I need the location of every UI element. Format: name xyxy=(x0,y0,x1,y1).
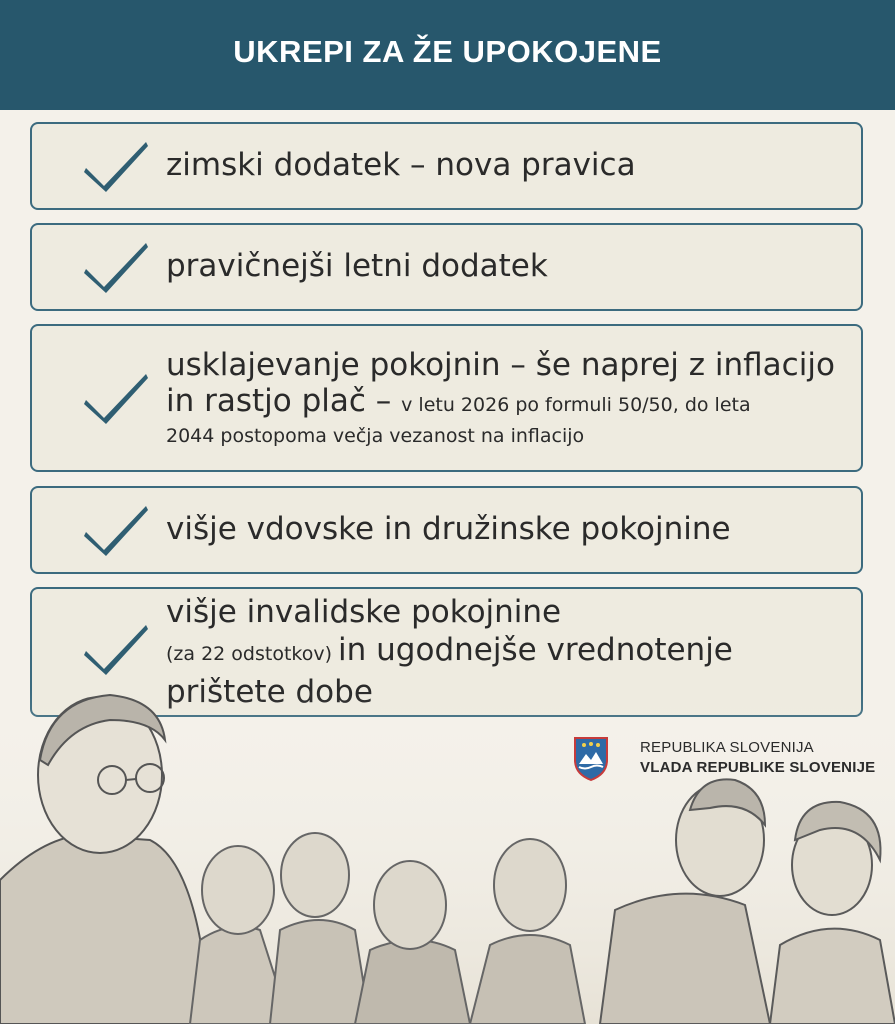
checkmark-icon xyxy=(82,239,150,295)
measure-label: višje vdovske in družinske pokojnine xyxy=(166,511,731,547)
header-banner xyxy=(0,0,895,110)
measure-card-2 xyxy=(30,223,863,311)
measure-label: pravičnejši letni dodatek xyxy=(166,248,548,284)
measure-card-1 xyxy=(30,122,863,210)
measure-line-detail: (za 22 odstotkov) xyxy=(166,643,339,665)
checkmark-icon xyxy=(82,621,150,677)
measure-text xyxy=(166,247,851,285)
checkmark-icon xyxy=(82,502,150,558)
page-title: UKREPI ZA ŽE UPOKOJENE xyxy=(233,34,662,69)
government-signature xyxy=(640,738,875,778)
checkmark-icon xyxy=(82,138,150,194)
measure-line: višje invalidske pokojnine xyxy=(166,594,562,630)
measure-line-detail: 2044 postopoma večja vezanost na inflacijo xyxy=(166,425,585,447)
measure-line: usklajevanje pokojnin – še naprej z inflacijo xyxy=(166,347,835,383)
measure-card-4 xyxy=(30,486,863,574)
measure-text xyxy=(166,146,851,184)
measure-text xyxy=(166,346,851,450)
measure-line-main: in ugodnejše vrednotenje xyxy=(338,632,733,668)
measure-text xyxy=(166,510,851,548)
measure-line-main: in rastjo plač – xyxy=(166,383,402,419)
republic-label: REPUBLIKA SLOVENIJA xyxy=(640,739,814,756)
government-label: VLADA REPUBLIKE SLOVENIJE xyxy=(640,759,876,776)
checkmark-icon xyxy=(82,370,150,426)
measure-label: zimski dodatek – nova pravica xyxy=(166,147,636,183)
measure-card-3 xyxy=(30,324,863,472)
slovenia-coat-of-arms-icon xyxy=(572,736,610,782)
measure-line-detail: v letu 2026 po formuli 50/50, do leta xyxy=(401,394,751,416)
